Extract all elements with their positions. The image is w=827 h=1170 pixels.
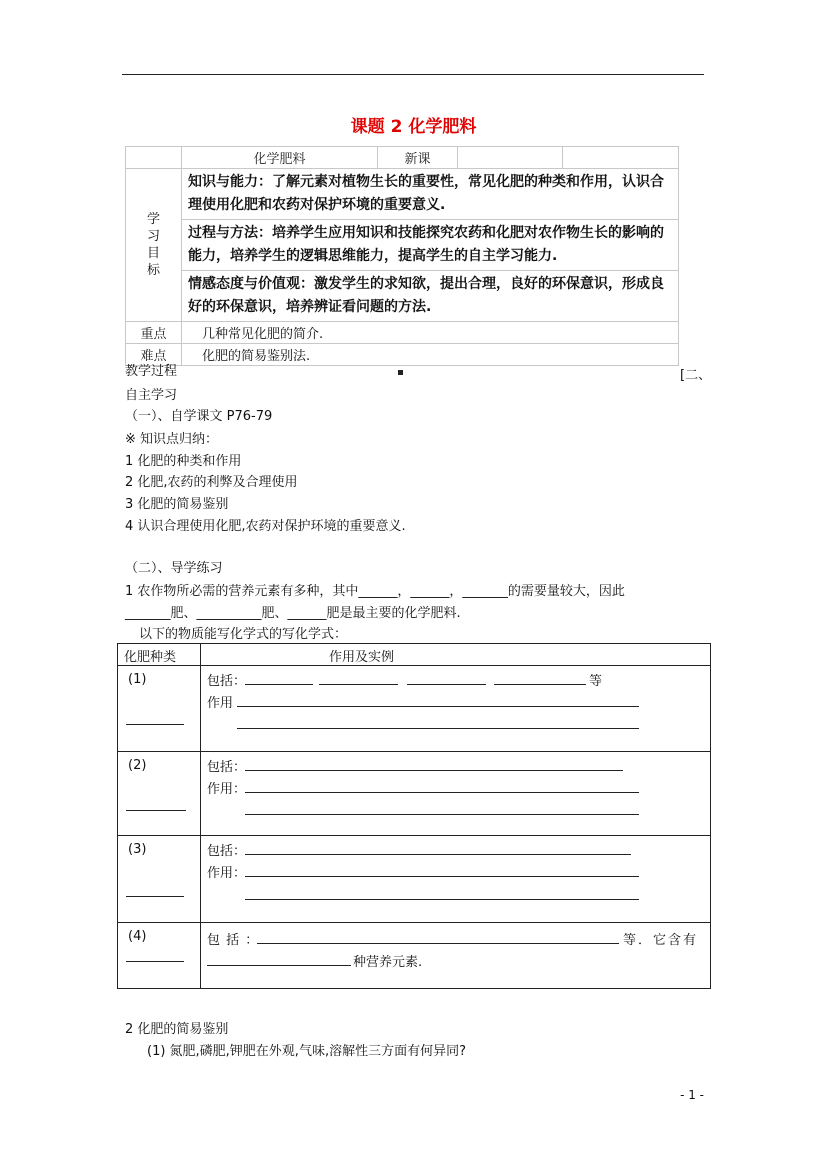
difficulty-label: 难点 [126, 344, 182, 366]
section-two-mark: [二、 [680, 368, 712, 383]
summary-heading: ※ 知识点归纳： [125, 432, 219, 447]
type-blank[interactable] [126, 961, 184, 962]
section-two-heading: （二）、导学练习 [125, 561, 223, 576]
type-blank[interactable] [126, 810, 186, 811]
question-1-instruction: 以下的物质能写化学式的写化学式： [139, 627, 348, 642]
lesson-info-table [125, 146, 679, 366]
effect-blank[interactable] [245, 899, 639, 900]
header-rule [122, 74, 704, 75]
table-row [118, 752, 711, 836]
self-study-heading: 自主学习 [125, 388, 178, 403]
effect-blank[interactable] [237, 706, 639, 707]
effect-label: 作用 [207, 696, 234, 711]
question-2-heading: 2 化肥的简易鉴别 [125, 1022, 229, 1037]
type-blank[interactable] [126, 724, 184, 725]
effect-blank[interactable] [245, 876, 639, 877]
page-number: - 1 - [680, 1088, 704, 1102]
include-label: 包括： [207, 674, 247, 689]
include-blank[interactable] [245, 684, 313, 685]
question-2-sub-1: (1) 氮肥,磷肥,钾肥在外观,气味,溶解性三方面有何异同? [147, 1044, 466, 1059]
include-label: 包括： [207, 760, 247, 775]
include-label: 包 括 ： [207, 933, 260, 948]
key-text: 几种常见化肥的简介. [182, 322, 679, 344]
effect-label: 作用： [207, 782, 247, 797]
process-objective: 过程与方法：培养学生应用知识和技能探究农药和化肥对农作物生长的影响的能力，培养学生的逻辑思维能力，提高学生的自主学习能力. [182, 220, 679, 271]
row-number: (3) [128, 842, 147, 857]
row-number: (4) [128, 929, 147, 944]
table-row [118, 836, 711, 923]
col-header-effect: 作用及实例 [201, 644, 711, 666]
effect-label: 作用： [207, 866, 247, 881]
include-label: 包括： [207, 844, 247, 859]
fertilizer-table [117, 643, 711, 989]
include-blank[interactable] [407, 684, 486, 685]
row-number: (1) [128, 672, 147, 687]
include-blank[interactable] [257, 943, 619, 944]
difficulty-text: 化肥的简易鉴别法. [182, 344, 679, 366]
document-title: 课题 2 化学肥料 [350, 117, 477, 137]
effect-blank[interactable] [245, 814, 639, 815]
question-1-line-1: 1 农作物所必需的营养元素有多种，其中______，______，_______的需要量较大，因此 [125, 584, 625, 599]
col-header-type: 化肥种类 [118, 644, 201, 666]
topic-cell: 化学肥料 [182, 147, 378, 169]
question-1-line-2: _______肥、__________肥、______肥是最主要的化学肥料. [125, 606, 461, 621]
list-item: 2 化肥,农药的利弊及合理使用 [125, 475, 298, 490]
type-blank[interactable] [126, 896, 184, 897]
table-row [118, 923, 711, 989]
section-one-heading: （一）、自学课文 P76-79 [125, 409, 273, 424]
row-number: (2) [128, 758, 147, 773]
objectives-label-cell [126, 169, 182, 322]
include-blank[interactable] [319, 684, 398, 685]
table-row [118, 666, 711, 752]
include-blank[interactable] [245, 854, 631, 855]
objectives-label: 学 习 目 标 [146, 212, 160, 278]
process-heading: 教学过程 [125, 364, 178, 379]
include-blank[interactable] [245, 770, 623, 771]
knowledge-objective: 知识与能力：了解元素对植物生长的重要性，常见化肥的种类和作用，认识合理使用化肥和农药对保护环境的重要意义. [182, 169, 679, 220]
scan-mark [398, 370, 403, 375]
element-suffix: 种营养元素. [353, 955, 423, 970]
key-label: 重点 [126, 322, 182, 344]
lesson-type-cell: 新课 [378, 147, 458, 169]
element-count-blank[interactable] [207, 965, 351, 966]
effect-blank[interactable] [245, 792, 639, 793]
include-blank[interactable] [494, 684, 586, 685]
list-item: 1 化肥的种类和作用 [125, 454, 242, 469]
list-item: 3 化肥的简易鉴别 [125, 497, 229, 512]
attitude-objective: 情感态度与价值观：激发学生的求知欲，提出合理，良好的环保意识，形成良好的环保意识，培养辨证看问题的方法. [182, 271, 679, 322]
etc-text: 等 [589, 674, 603, 689]
contains-text: 等．它含有 [623, 933, 699, 948]
list-item: 4 认识合理使用化肥,农药对保护环境的重要意义. [125, 519, 406, 534]
effect-blank[interactable] [237, 728, 639, 729]
